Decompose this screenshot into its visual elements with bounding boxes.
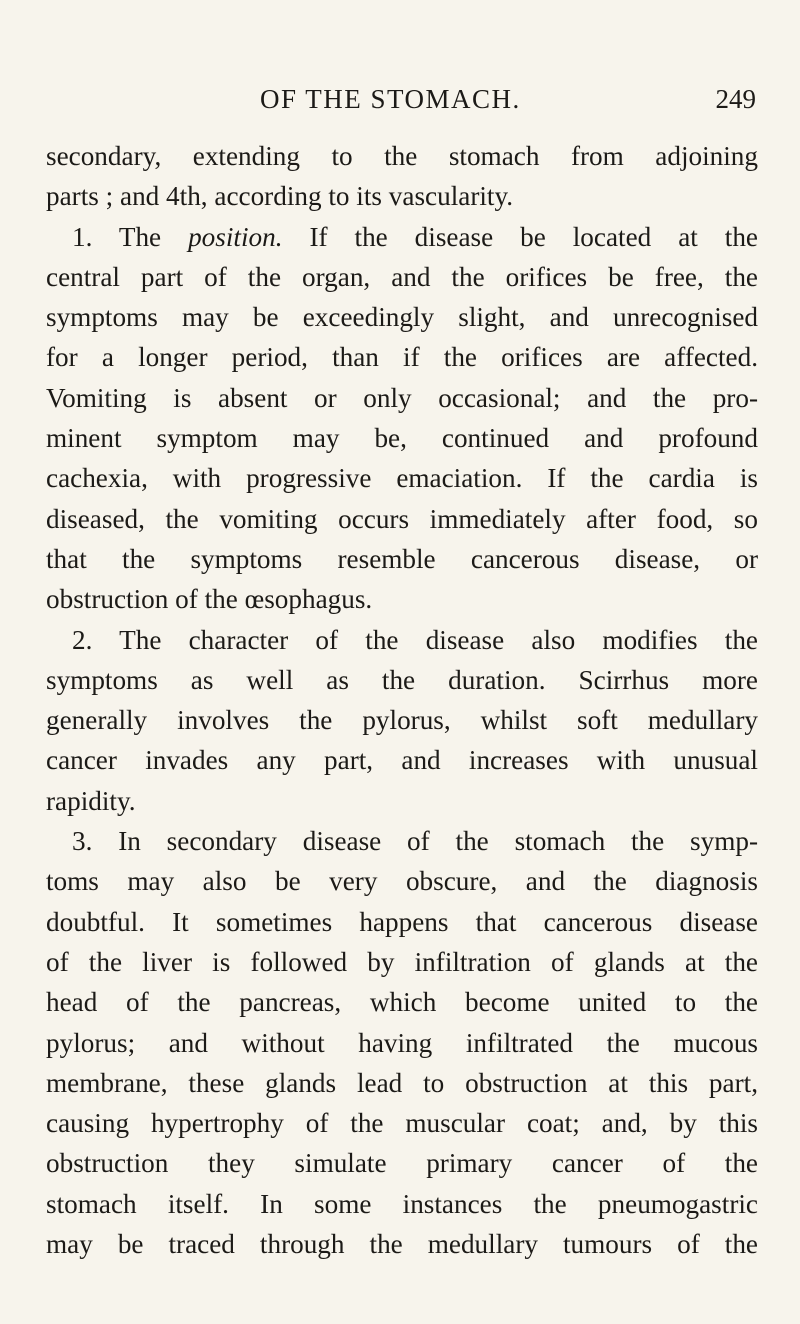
text-line: minent symptom may be, continued and profound bbox=[46, 423, 758, 454]
text-line: stomach itself. In some instances the pneumogastric bbox=[46, 1188, 758, 1219]
text-line: obstruction they simulate primary cancer of the bbox=[46, 1148, 758, 1179]
text-line: cancer invades any part, and increases with unusual bbox=[46, 745, 758, 776]
text-line: toms may also be very obscure, and the diagnosis bbox=[46, 866, 758, 897]
body-text bbox=[46, 136, 758, 1264]
text-line: head of the pancreas, which become united to the bbox=[46, 987, 758, 1018]
text-line: diseased, the vomiting occurs immediately after food, so bbox=[46, 503, 758, 534]
text-line: central part of the organ, and the orifices be free, the bbox=[46, 261, 758, 292]
text-line: 2. The character of the disease also modifies the bbox=[72, 624, 758, 655]
text-line: doubtful. It sometimes happens that cancerous disease bbox=[46, 906, 758, 937]
text-line: secondary, extending to the stomach from adjoining bbox=[46, 141, 758, 171]
text-line: may be traced through the medullary tumours of the bbox=[46, 1229, 758, 1260]
text-line: Vomiting is absent or only occasional; and the pro- bbox=[46, 382, 758, 413]
text-line: membrane, these glands lead to obstruction at this part, bbox=[46, 1067, 758, 1098]
text-line: of the liver is followed by infiltration of glands at the bbox=[46, 946, 758, 977]
text-line: obstruction of the œsophagus. bbox=[46, 584, 373, 615]
text-line: parts ; and 4th, according to its vascularity. bbox=[46, 181, 514, 212]
text-line: 3. In secondary disease of the stomach the symp- bbox=[72, 826, 758, 857]
text-line: pylorus; and without having infiltrated the mucous bbox=[46, 1027, 758, 1058]
italic-term: position. bbox=[188, 221, 283, 252]
text-line: symptoms may be exceedingly slight, and unrecognised bbox=[46, 302, 758, 333]
text-line: causing hypertrophy of the muscular coat; and, by this bbox=[46, 1108, 758, 1139]
text-line: symptoms as well as the duration. Scirrhus more bbox=[46, 664, 758, 695]
text-line: cachexia, with progressive emaciation. If the cardia is bbox=[46, 463, 758, 494]
text-line: that the symptoms resemble cancerous disease, or bbox=[46, 543, 758, 574]
paragraph-number: 1. The bbox=[72, 221, 189, 252]
text-line: for a longer period, than if the orifices are affected. bbox=[46, 342, 758, 373]
line-remainder: If the disease be located at the bbox=[282, 221, 758, 252]
running-head bbox=[46, 84, 756, 120]
page-number: 249 bbox=[715, 84, 756, 114]
text-line: rapidity. bbox=[46, 785, 136, 816]
running-title: OF THE STOMACH. bbox=[260, 84, 521, 114]
text-line: generally involves the pylorus, whilst soft medullary bbox=[46, 705, 758, 736]
text-line bbox=[46, 217, 758, 257]
